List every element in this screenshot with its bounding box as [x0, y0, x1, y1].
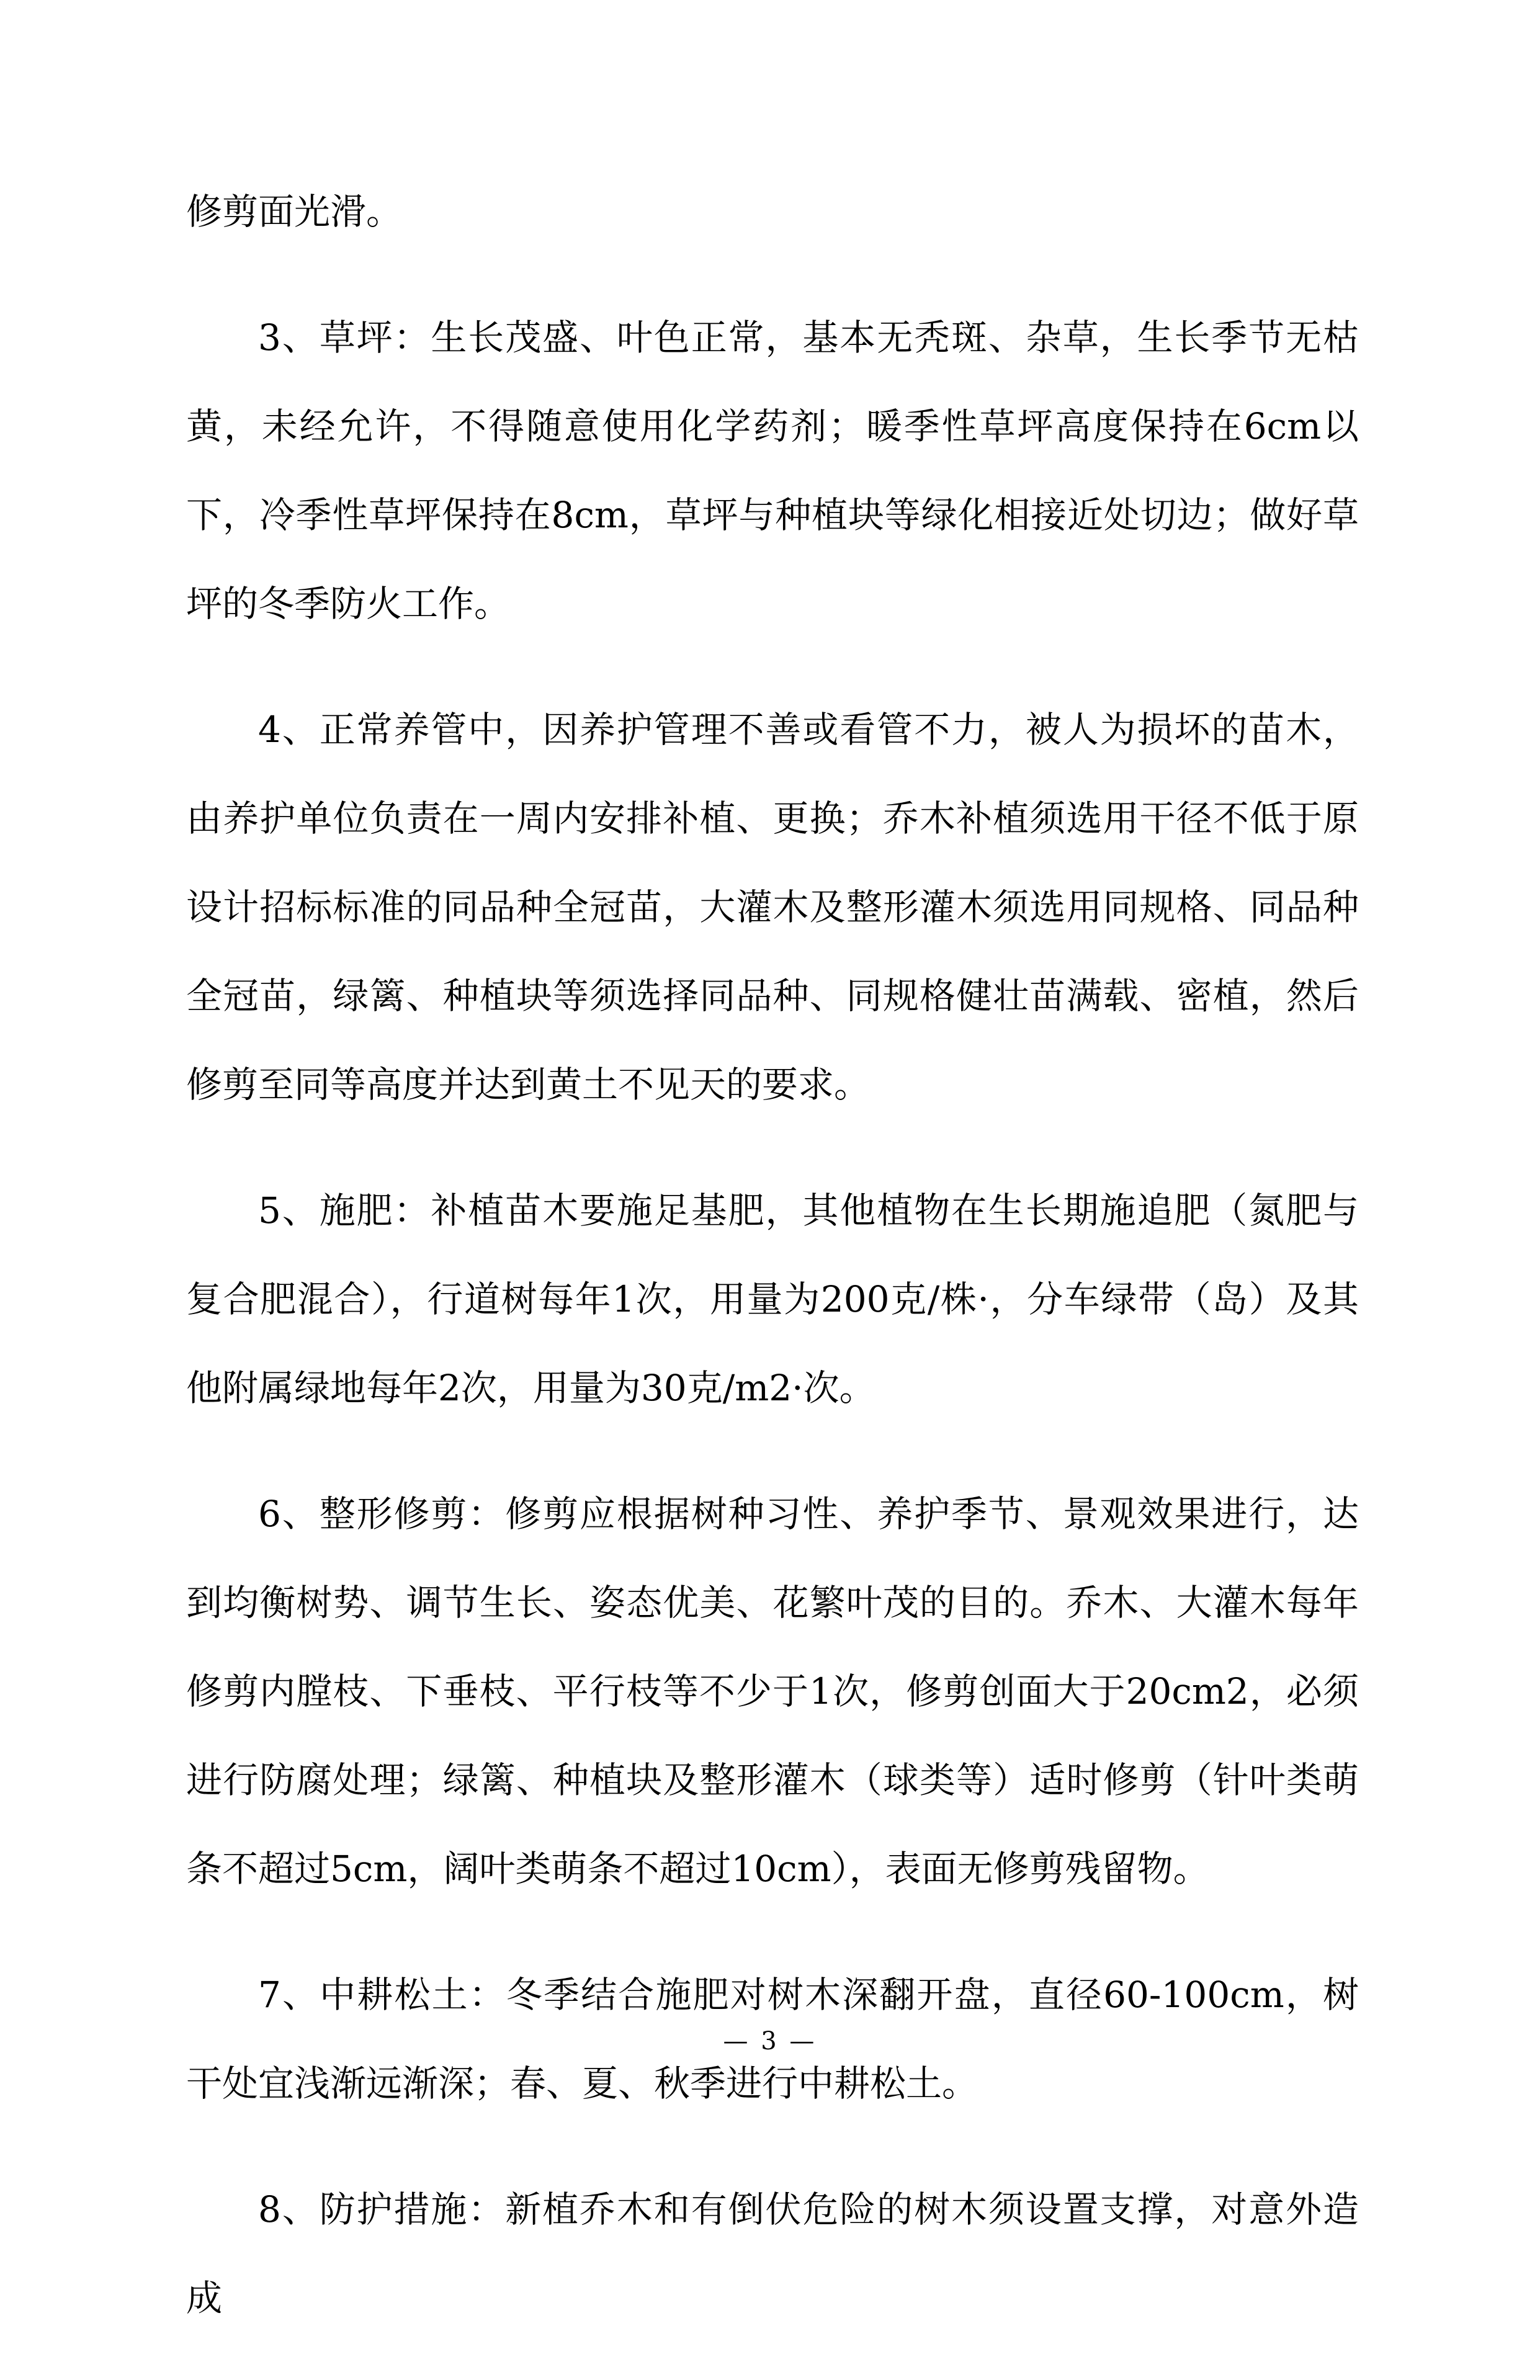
paragraph-fertilizing: 5、施肥：补植苗木要施足基肥，其他植物在生长期施追肥（氮肥与复合肥混合），行道树每年1次，用量为200克/株·，分车绿带（岛）及其他附属绿地每年2次，用量为30克/m2·次。	[186, 1189, 1359, 1409]
paragraph-protection: 8、防护措施：新植乔木和有倒伏危险的树木须设置支撑，对意外造成	[186, 2188, 1359, 2319]
page-number: — 3 —	[723, 2027, 817, 2056]
paragraph-replanting: 4、正常养管中，因养护管理不善或看管不力，被人为损坏的苗木，由养护单位负责在一周内安排补植、更换；乔木补植须选用干径不低于原设计招标标准的同品种全冠苗，大灌木及整形灌木须选用同规格、同品种全冠苗，绿篱、种植块等须选择同品种、同规格健壮苗满载、密植，然后修剪至同等高度并达到黄土不见天的要求。	[186, 709, 1359, 1106]
paragraph-pruning: 6、整形修剪：修剪应根据树种习性、养护季节、景观效果进行，达到均衡树势、调节生长、姿态优美、花繁叶茂的目的。乔木、大灌木每年修剪内膛枝、下垂枝、平行枝等不少于1次，修剪创面大于20cm2，必须进行防腐处理；绿篱、种植块及整形灌木（球类等）适时修剪（针叶类萌条不超过5cm，阔叶类萌条不超过10cm），表面无修剪残留物。	[186, 1493, 1359, 1890]
paragraph-lawn: 3、草坪：生长茂盛、叶色正常，基本无秃斑、杂草，生长季节无枯黄，未经允许，不得随意使用化学药剂；暖季性草坪高度保持在6cm以下，冷季性草坪保持在8cm，草坪与种植块等绿化相接近处切边；做好草坪的冬季防火工作。	[186, 316, 1359, 625]
paragraph-tillage: 7、中耕松土：冬季结合施肥对树木深翻开盘，直径60-100cm，树干处宜浅渐远渐深；春、夏、秋季进行中耕松土。	[186, 1974, 1359, 2105]
paragraph-continuation: 修剪面光滑。	[186, 190, 403, 233]
